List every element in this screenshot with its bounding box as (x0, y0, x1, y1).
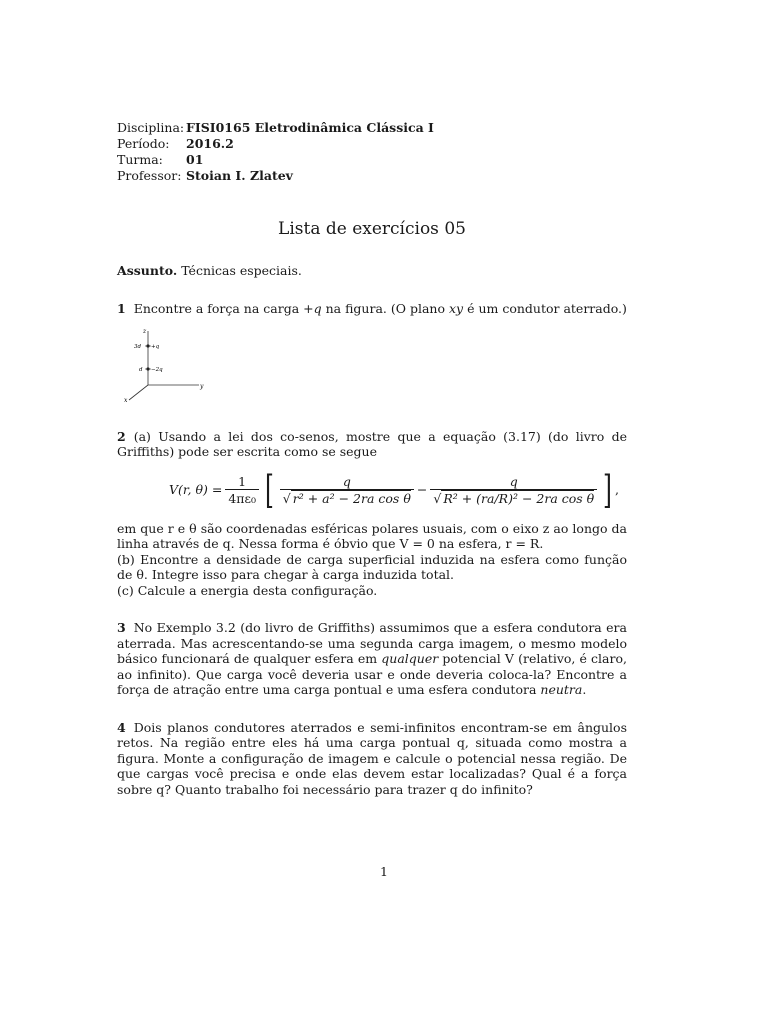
problem-text: . (582, 682, 587, 697)
eq-end: , (615, 482, 619, 498)
problem-2 (117, 429, 627, 599)
after-equation-text: em que r e θ são coordenadas esféricas polares usuais, com o eixo z ao longo da linha através de q. Nessa forma é óbvio que V = 0 na esfera, r = R. (117, 520, 627, 551)
y-label: y (200, 382, 204, 390)
math-var: q (313, 301, 322, 316)
fraction-numerator: q (342, 473, 351, 489)
value-period: 2016.2 (186, 136, 234, 151)
value-discipline: FISI0165 Eletrodinâmica Clássica I (186, 120, 434, 135)
charge-minus-2q (146, 367, 149, 370)
left-bracket: [ (264, 468, 274, 512)
problem-text: No Exemplo 3.2 (do livro de Griffiths) assumimos que a esfera condutora era aterrada. Mas acrescentando-se uma segunda carga imagem, o mesmo modelo básico funcionará de qualquer esfera em (117, 620, 627, 666)
math-var: xy (448, 301, 464, 316)
emphasis: qualquer (381, 651, 439, 666)
fraction-denominator: √ r² + a² − 2ra cos θ (280, 489, 414, 507)
eq-lhs: V(r, θ) = (169, 482, 223, 498)
page-number: 1 (380, 864, 388, 879)
label-class: Turma: (117, 152, 163, 167)
problem-1 (117, 301, 627, 403)
label-professor: Professor: (117, 168, 182, 183)
height-d-label: d (139, 366, 143, 373)
part-a-text: (a) Usando a lei dos co-senos, mostre que a equação (3.17) (do livro de Griffiths) pode ser escrita como se segue (117, 428, 627, 459)
radicand: r² + a² − 2ra cos θ (292, 491, 411, 506)
value-class: 01 (186, 152, 204, 167)
right-bracket: ] (603, 468, 613, 512)
charge-plus-q (146, 344, 149, 347)
problem-number: 2 (117, 428, 126, 444)
problem-number: 3 (117, 620, 126, 635)
problem-4 (117, 720, 627, 798)
emphasis: neutra (540, 682, 583, 697)
label-period: Período: (117, 136, 170, 151)
x-label: x (124, 396, 128, 403)
part-b-text: (b) Encontre a densidade de carga superficial induzida na esfera como função de θ. Integre isso para chegar à carga induzida total. (117, 551, 627, 582)
eq-minus: − (416, 482, 428, 498)
x-axis (129, 385, 148, 400)
height-3d-label: 3d (134, 343, 142, 350)
document-page (117, 120, 627, 797)
course-info (117, 120, 627, 184)
problem-number: 1 (117, 301, 126, 316)
fraction-denominator: √ R² + (ra/R)² − 2ra cos θ (430, 489, 597, 507)
term2-fraction (430, 474, 597, 507)
problem-text: Encontre a força na carga + (133, 301, 314, 316)
z-label: z (143, 327, 147, 335)
fraction-denominator: 4πε₀ (225, 489, 259, 507)
subject-line (117, 263, 627, 279)
page-title: Lista de exercícios 05 (278, 219, 466, 239)
subject-label: Assunto. (117, 263, 178, 278)
charge-plus-q-label: +q (151, 343, 160, 350)
part-c-text: (c) Calcule a energia desta configuração. (117, 582, 378, 598)
fraction-numerator: q (509, 473, 518, 489)
value-professor: Stoian I. Zlatev (186, 168, 293, 183)
problem-text: potencial V (relativo, é claro, ao infinito). Que carga você deveria usar e onde deveria coloca-la? Encontre a força de atração entre uma carga pontual e uma esfera condutora (117, 651, 627, 697)
charge-minus-2q-label: −2q (151, 366, 163, 373)
problem-text: na figura. (O plano (321, 301, 449, 316)
potential-equation (169, 468, 627, 512)
subject-text: Técnicas especiais. (181, 263, 302, 278)
problem-3 (117, 620, 627, 698)
label-discipline: Disciplina: (117, 120, 185, 135)
charge-figure (117, 325, 217, 403)
radicand: R² + (ra/R)² − 2ra cos θ (443, 491, 595, 506)
prefactor-fraction (225, 474, 259, 507)
problem-text: é um condutor aterrado.) (463, 301, 627, 316)
axes-diagram (117, 325, 217, 403)
term1-fraction (280, 474, 414, 507)
problem-number: 4 (117, 719, 126, 735)
problem-text: Dois planos condutores aterrados e semi-infinitos encontram-se em ângulos retos. Na região entre eles há uma carga pontual q, situada como mostra a figura. Monte a configuração de imagem e calcule o potencial nessa região. De que cargas você precisa e onde elas devem estar localizadas? Qual é a força sobre q? Quanto trabalho foi necessário para trazer q do infinito? (117, 719, 627, 797)
fraction-numerator: 1 (238, 473, 247, 489)
